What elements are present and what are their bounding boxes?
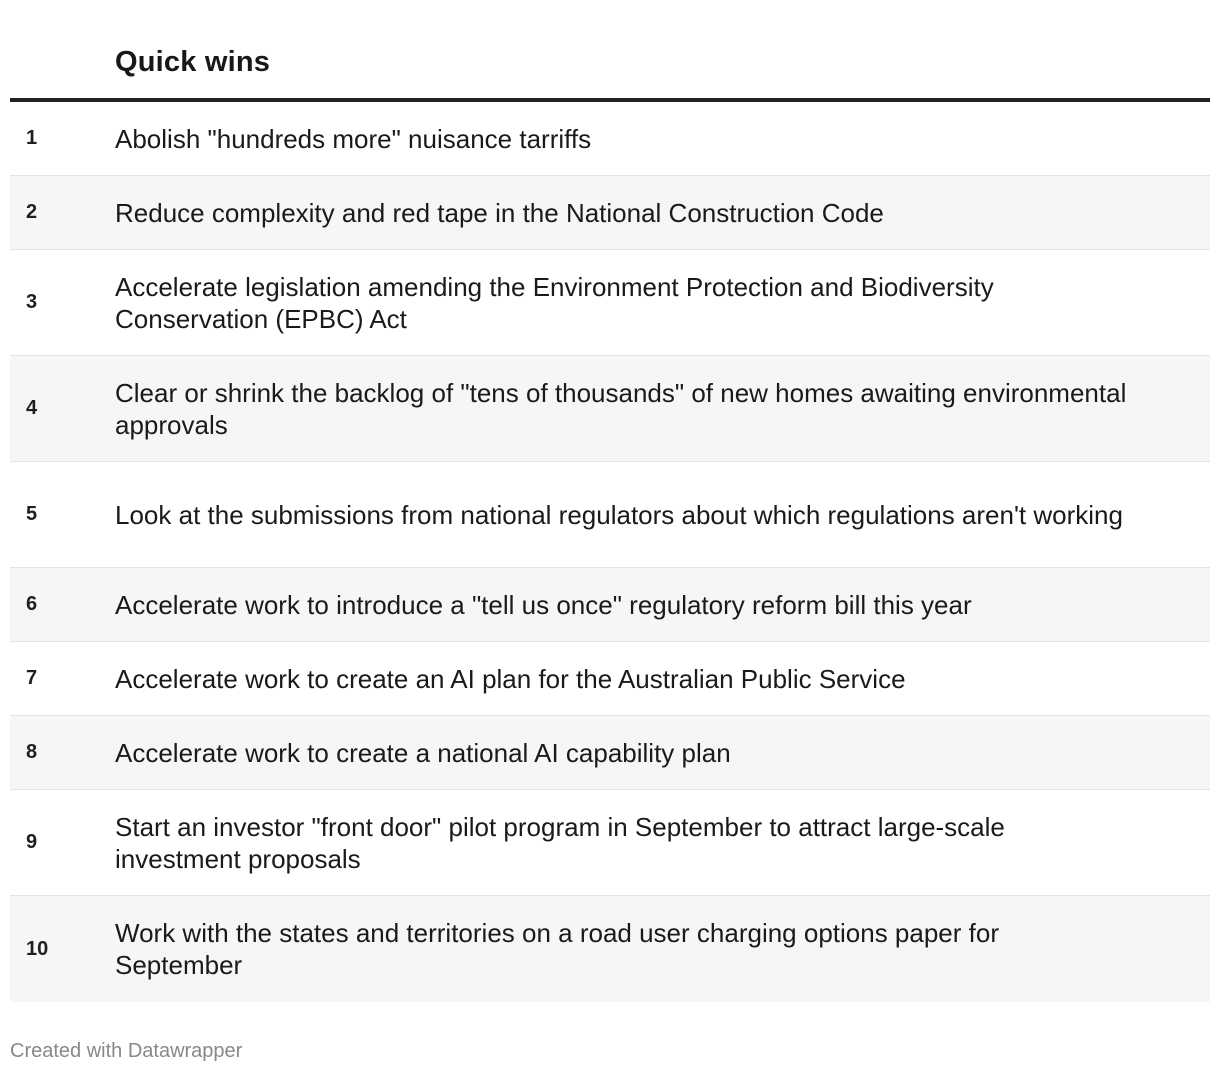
row-number: 2 [26, 201, 38, 223]
row-text: Accelerate legislation amending the Environment Protection and Biodiversity Conservation (EPBC) Act [115, 271, 994, 334]
datawrapper-credit[interactable]: Created with Datawrapper [10, 1040, 243, 1062]
row-number: 7 [26, 667, 38, 689]
table-row [10, 102, 1210, 176]
row-text: Look at the submissions from national regulators about which regulations aren't working [115, 499, 1123, 530]
row-text: Work with the states and territories on a road user charging options paper for September [115, 918, 999, 980]
row-number: 4 [26, 397, 38, 419]
row-text: Accelerate work to introduce a "tell us once" regulatory reform bill this year [115, 589, 972, 620]
row-number: 3 [26, 291, 38, 313]
row-number: 8 [26, 741, 38, 763]
row-text: Start an investor "front door" pilot program in September to attract large-scale investment proposals [115, 811, 1005, 874]
row-number: 5 [26, 503, 38, 525]
table-row [10, 790, 1210, 896]
column-header-quick-wins: Quick wins [115, 46, 271, 78]
row-number: 9 [26, 831, 38, 853]
row-number: 10 [26, 937, 49, 960]
table-row [10, 716, 1210, 790]
quick-wins-table [10, 0, 1210, 1002]
table-body [10, 102, 1210, 1002]
row-text: Accelerate work to create an AI plan for the Australian Public Service [115, 663, 906, 694]
row-text: Clear or shrink the backlog of "tens of thousands" of new homes awaiting environmental approvals [115, 377, 1127, 440]
table-row [10, 896, 1210, 1002]
table-row [10, 356, 1210, 462]
table-row [10, 568, 1210, 642]
row-number: 6 [26, 593, 38, 615]
row-text: Accelerate work to create a national AI capability plan [115, 737, 731, 768]
row-text: Abolish "hundreds more" nuisance tarriffs [115, 123, 592, 154]
row-number: 1 [26, 127, 38, 149]
table-header [10, 0, 1210, 102]
table-row [10, 462, 1210, 568]
table-row [10, 250, 1210, 356]
table-row [10, 176, 1210, 250]
table-row [10, 642, 1210, 716]
row-text: Reduce complexity and red tape in the National Construction Code [115, 197, 884, 228]
